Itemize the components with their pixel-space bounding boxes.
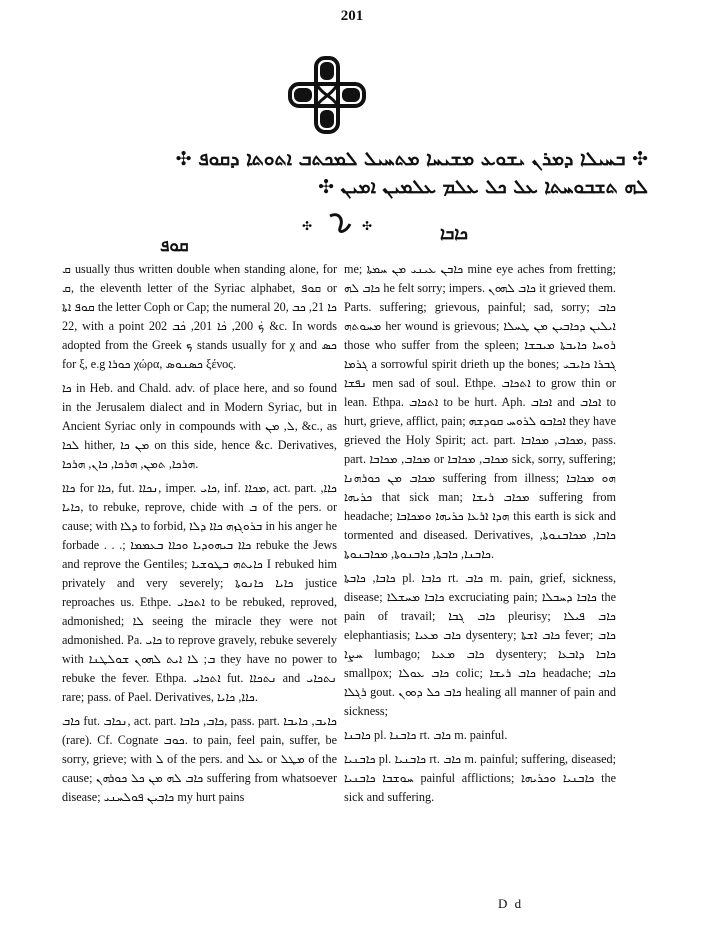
right-column — [344, 260, 616, 807]
entry-paragraph: ܟܐܒܐ, ܟܐܒܬܐ pl. ܟܐܒܐ rt. ܟܐܒ m. pain, grief, sickness, disease; ܟܐܒܐ ܡܚܫܠܐ excruciating pain; ܟܐܒܐ ܕܚܒܠܐ the pain of travail; ܟܐܒ ܓܒܐ pleurisy; ܟܐܒ ܦܝܠܐ elephantiasis; ܟܐܒ ܡܥܝܐ dysentery; ܟܐܒ ܐܫܬܐ fever; ܟܐܒ ܚܨܐ lumbago; ܟܐܒ ܡܥܝܐ dysentery; ܟܐܒܐ ܕܐܒܥܐ smallpox; ܟܐܒ ܥܘܠܐ colic; ܟܐܒ ܪܝܫܐ headache; ܟܐܒ ܪܓܠܐ gout. ܟܐܒ ܟܠ ܕܘܘܢ healing all manner of pain and sickness; — [344, 571, 617, 718]
left-column-heading: ܩܘܦ — [160, 236, 189, 256]
right-column-heading: ܟܐܒܐ — [440, 224, 468, 244]
entry-paragraph: ܟܐܒ fut. ܢܟܐܒ, act. part. ܟܐܒ, ܟܐܒܐ, pass. part. ܟܐܝܒ, ܟܐܝܒܐ (rare). Cf. Cognate ܟܘܒ. to pain, feel pain, suffer, be sorry, grieve; with ܠ of the pers. and ܥܠ or ܡܛܠ of the cause; ܟܐܒ ܠܗ ܡܢ ܟܠ ܟܘܪܗܢ suffering from whatsoever disease; ܟܐܒܝܢ ܦܘܠܚܢܝ my hurt pains — [62, 714, 338, 804]
entry-paragraph: ܩ usually thus written double when standing alone, for ܩ, the eleventh letter of the Syriac alphabet, ܩܘܦ or ܩܘܦ ܐܬܐ the letter Coph or Cap; the numeral 20, ܟܐ 21, ܟܒ 22, with a point ܟ̇ 200, ܟ̇ܐ 201, ܟ̇ܒ 202 &c. In words adopted from the Greek ܟ stands usually for χ and ܟܣ for ξ, e.g ܟܘܪܐ χώρα, ܟܣܢܘܣ ξένος. — [62, 262, 337, 371]
left-column — [62, 260, 337, 807]
svg-text:✣: ✣ — [302, 219, 313, 233]
entry-paragraph: ܟܐܒܢܝܐ pl. ܟܐܒܢܝܐ rt. ܟܐܒ m. painful; suffering, diseased; ܚܘܫܒܐ ܟܐܒܢܝܐ painful afflictions; ܟܐܒܢܝܐ ܘܟܪܝܗܐ the sick and suffering. — [344, 752, 617, 804]
page-number: 201 — [340, 8, 364, 24]
entry-paragraph: ܟܐܒܢܐ pl. ܟܐܒܢܐ rt. ܟܐܒ m. painful. — [344, 728, 508, 742]
header-syriac-line-2: ܠܗ ܬܫܒܘܚܬܐ ܥܠ ܟܠ ܥܠܡ ܥܠܡܝܢ ܐܡܝܢ ✣ — [318, 176, 648, 198]
divider-ornament-icon — [300, 208, 380, 238]
header-syriac-line-1: ✣ ܒܚܝܠܐ ܕܡܪܢ ܝܫܘܥ ܡܫܝܚܐ ܡܬܚܝܠ ܠܡܟܬܒ ܐܬܘܬܐ ܕܩܘܦ ✣ — [175, 148, 648, 170]
signature-mark: D d — [498, 896, 524, 911]
entry-paragraph: me; ܟܐܒܢ ܥܝܢܝ ܡܢ ܚܡܬܐ mine eye aches from fretting; ܟܐܒ ܠܗ he felt sorry; impers. ܟܐܒ ܠܗܘܢ it grieved them. Parts. suffering; grievous, painful; sad, sorry; ܟܐܒ ܡܚܘܬܗ her wound is grievous; ܐܝܠܝܢ ܕܟܐܒܝܢ ܡܢ ܛܚܠܐ those who suffer from the spleen; ܪܘܚܐ ܟܐܝܒܬܐ ܡܝܒܫܐ ܓܪܡܐ a sorrowful spirit drieth up the bones; ܓܒܪܐ ܟܐܝܒܝ ܢܦܫܐ men sad of soul. Ethpe. ܐܬܟܐܒ to grow thin or lean. Ethpa. ܐܬܟܐܒ to be hurt. Aph. ܐܟܐܒ and ܐܟܐܒ to hurt, grieve, afflict, pain; ܐܟܐܒܘ ܠܪܘܚ ܩܘܕܫܗ they have grieved the Holy Spirit; act. part. ܡܟܐܒ, ܡܟܐܒܐ, pass. part. ܡܟܐܒ, ܡܟܐܒܐ or ܡܟܐܒ, ܡܟܐܒܐ sick, sorry, suffering; ܡܟܐܒ ܡܢ ܟܘܪܗܢܐ suffering from illness; ܗܘ ܡܟܐܒܐ ܟܪܝܗܐ that sick man; ܡܟܐܒ ܪܝܫܐ suffering from headache; ܗܕܐ ܐܪܥܐ ܟܪܝܗܐ ܘܡܟܐܒܐ this earth is sick and tormented and diseased. Derivatives, ܟܐܒܐ, ܡܟܐܒܢܘܬܐ, ܟܐܒܢܐ, ܟܐܒܬܐ, ܟܐܒܢܘܬܐ, ܡܟܐܒܢܘܬܐ. — [344, 262, 617, 561]
cross-ornament-icon — [286, 54, 368, 136]
entry-paragraph: ܟܐ in Heb. and Chald. adv. of place here, and so found in the Jerusalem dialect and in Modern Syriac, but in Ancient Syriac only in compounds with ܠ, ܡܢ, &c., as ܠܟܐ hither, ܡܢ ܟܐ on this side, hence &c. Derivatives, ܗܪܟܐ, ܬܡܢ, ܗܪܟܐ, ܟܐܢ, ܗܪܟܐ. — [62, 381, 337, 471]
svg-text:✣: ✣ — [362, 219, 373, 233]
entry-paragraph: ܟܐܐ for ܟܐܐ, fut. ܢܟܐܐ, imper. ܟܐܝ, inf. ܡܟܐܐ, act. part. ܟܐܐ, ܟܐܝܐ, to rebuke, reprove, chide with ܒ of the pers. or cause; with ܕܠܐ to forbid, ܒܪܘܓܙܗ ܟܐܐ ܕܠܐ in his anger he forbade . . .; ܟܐܐ ܒܝܗܘܕܝܐ ܘܟܐܐ ܒܥܡܡܐ rebuke the Jews and reprove the Gentiles; ܟܐܝܬܗ ܒܛܘܫܝܐ I rebuked him privately and very severely; ܟܐܝܐ ܟܐܢܘܬܐ justice reproaches us. Ethpe. ܐܬܟܐܝ to be rebuked, reproved, admonished; ܠܐ seeing the miracle they were not admonished. Pa. ܟܐܝ to reprove gravely, rebuke severely with ܒ; ܠܐ ܐܝܬ ܠܗܘܢ ܫܘܠܛܢܐ they have no power to rebuke the fever. Ethpa. ܐܬܟܐܝ fut. ܢܬܟܐܐ and ܢܬܟܐܝ rare; pass. of Pael. Derivatives, ܟܐܐ, ܟܐܝܐ. — [62, 481, 338, 704]
